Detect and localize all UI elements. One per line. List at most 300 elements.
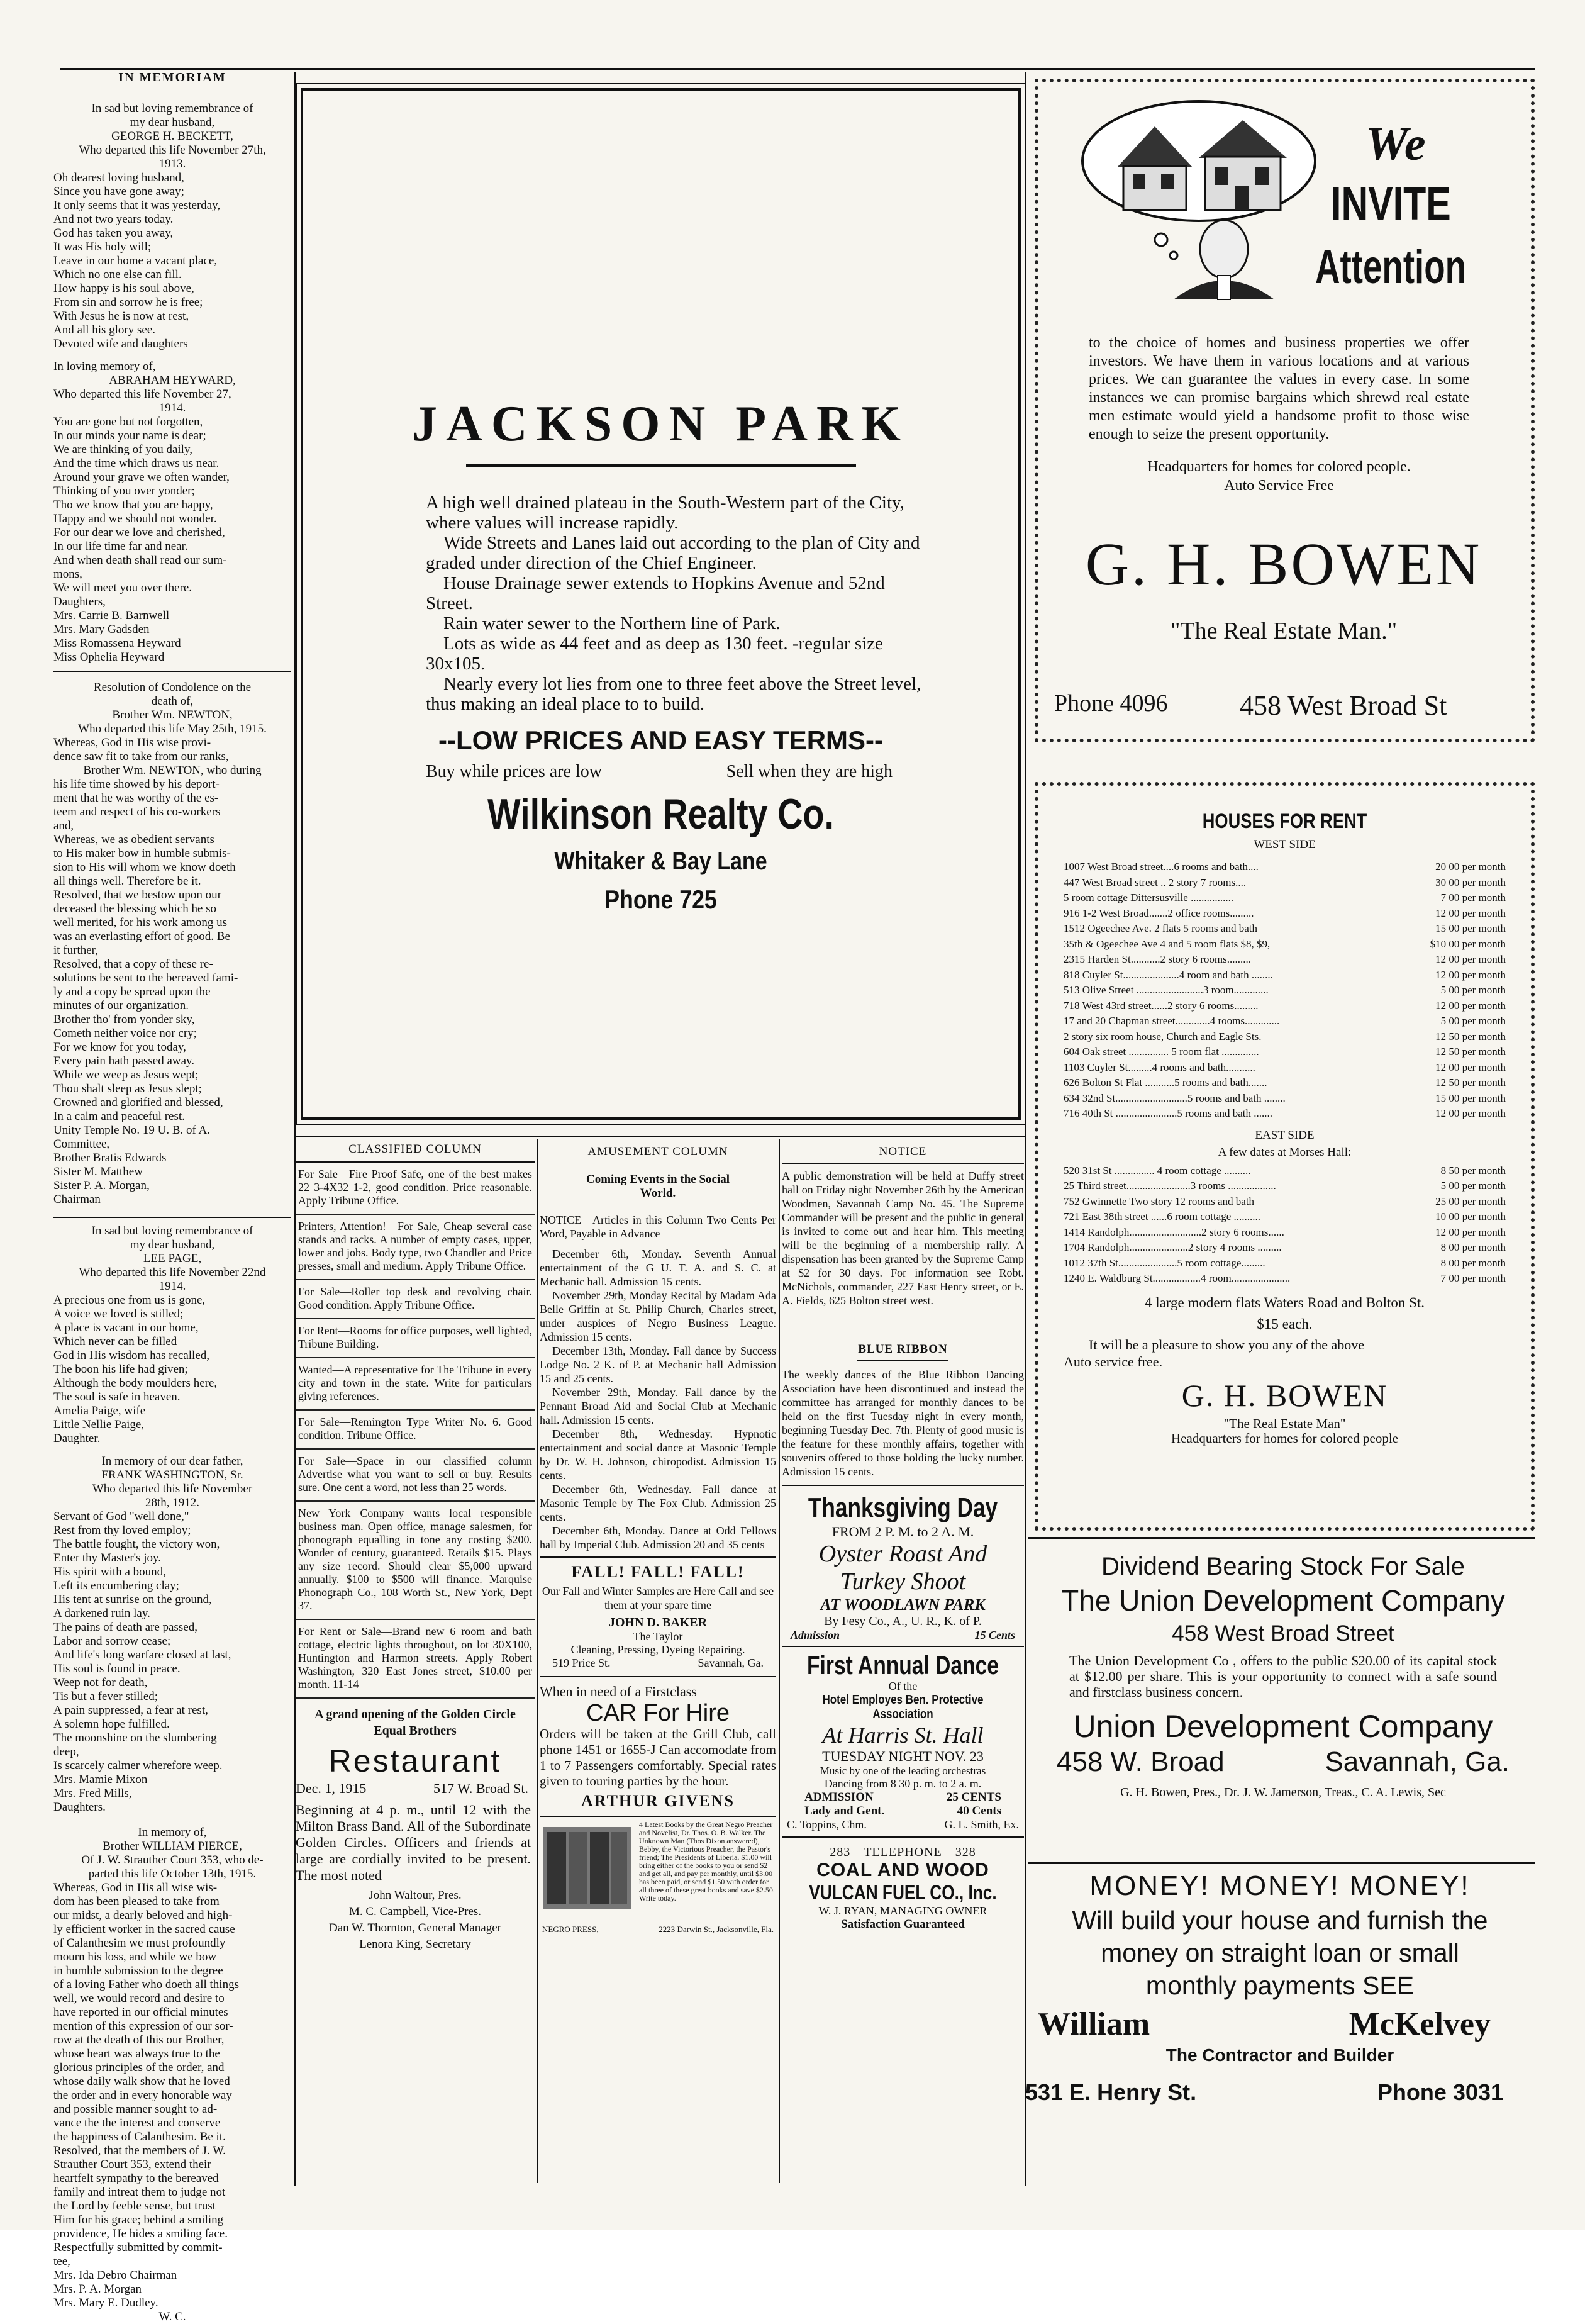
rent-flats: 4 large modern flats Waters Road and Bolton St. xyxy=(1144,1294,1425,1310)
vulcan-satisfaction: Satisfaction Guaranteed xyxy=(841,1918,965,1931)
beckett-line: In sad but loving remembrance of xyxy=(91,102,253,115)
newton-line: dence saw fit to take from our ranks, xyxy=(53,750,229,763)
union-addr: 458 W. Broad xyxy=(1057,1746,1225,1777)
negro-press-footer xyxy=(540,1925,776,1935)
newton-line: to His maker bow in humble submis- xyxy=(53,847,231,860)
notice-title-rule xyxy=(782,1163,1024,1164)
mckelvey-tag: The Contractor and Builder xyxy=(1165,2045,1394,2065)
car-body: Orders will be taken at the Grill Club, call phone 1451 or 1655-J Can accomodate from 1 to 7 Passengers comfortably. Special rates given to touring parties by the hour. xyxy=(540,1726,776,1789)
bowen-auto: Auto Service Free xyxy=(1224,478,1334,494)
washington-line: The pains of death are passed, xyxy=(53,1621,197,1634)
page-line: Who departed this life November 22nd xyxy=(79,1266,266,1279)
rent-listing xyxy=(1064,875,1506,891)
washington-line: A darkened ruin lay. xyxy=(53,1607,150,1620)
rent-listing xyxy=(1064,1163,1506,1179)
heyward-line: We will meet you over there. xyxy=(53,581,192,595)
dance-toppins: C. Toppins, Chm. xyxy=(787,1818,867,1831)
heyward-line: Miss Ophelia Heyward xyxy=(53,651,165,664)
rent-listing xyxy=(1064,1194,1506,1210)
classified-ad xyxy=(296,1319,535,1358)
rent-each: $15 each. xyxy=(1257,1316,1313,1332)
union-development-ad xyxy=(1032,1551,1535,1853)
newton-line: Every pain hath passed away. xyxy=(53,1054,195,1068)
rent-listing xyxy=(1064,937,1506,953)
amusement-column xyxy=(540,1140,776,2178)
newton-line: solutions be sent to the bereaved fami- xyxy=(53,971,238,985)
heyward-line: For our dear we love and cherished, xyxy=(53,526,225,539)
rent-listing-price: 12 50 per month xyxy=(1435,1030,1506,1042)
newton-line: Brother tho' from yonder sky, xyxy=(53,1013,195,1026)
rent-listing-address: 2 story six room house, Church and Eagle Sts. xyxy=(1064,1030,1262,1042)
newton-line: Who departed this life May 25th, 1915. xyxy=(78,722,267,735)
baker-car-divider xyxy=(540,1676,776,1677)
rent-listing-price: 12 50 per month xyxy=(1435,1076,1506,1088)
rent-listing-price: 30 00 per month xyxy=(1435,876,1506,888)
union-l3: 458 West Broad Street xyxy=(1172,1621,1394,1646)
bowen-tag: "The Real Estate Man." xyxy=(1170,618,1398,644)
heyward-line: Around your grave we often wander, xyxy=(53,471,230,484)
jackson-park-paragraph: House Drainage sewer extends to Hopkins Avenue and 52nd Street. xyxy=(426,573,885,613)
dance-admission-row xyxy=(782,1790,1024,1804)
newton-line: his life time showed by his deport- xyxy=(53,778,220,791)
heyward-line: Tho we know that you are happy, xyxy=(53,498,213,511)
pierce-line: In memory of, xyxy=(138,1826,207,1839)
heyward-line: Mrs. Mary Gadsden xyxy=(53,623,150,636)
jackson-park-body xyxy=(426,493,927,714)
blue-tg-divider xyxy=(782,1485,1024,1486)
page-line: The boon his life had given; xyxy=(53,1363,188,1376)
thanksgiving-time: FROM 2 P. M. to 2 A. M. xyxy=(831,1524,974,1539)
east-side-note: A few dates at Morses Hall: xyxy=(1218,1145,1352,1159)
fall-body: Our Fall and Winter Samples are Here Call and see them at your spare time xyxy=(542,1585,774,1611)
pierce-line: Of J. W. Strauther Court 353, who de- xyxy=(81,1853,264,1867)
rent-listing xyxy=(1064,1106,1506,1122)
newton-line: death of, xyxy=(151,695,194,708)
beckett-line: From sin and sorrow he is free; xyxy=(53,296,203,309)
classified-ad xyxy=(296,1215,535,1280)
restaurant-officers xyxy=(296,1887,535,1953)
rent-listing-price: 5 00 per month xyxy=(1440,1180,1506,1192)
pierce-line: dom has been pleased to take from xyxy=(53,1895,220,1908)
rent-listing-price: 12 00 per month xyxy=(1435,1107,1506,1119)
wilkinson-address: Whitaker & Bay Lane xyxy=(554,847,767,875)
newton-line: Sister M. Matthew xyxy=(53,1165,143,1178)
pierce-line: mention of this expression of our sor- xyxy=(53,2020,233,2033)
newton-line: Resolved, that a copy of these re- xyxy=(53,958,213,971)
amusement-sub: Coming Events in the Social World. xyxy=(586,1173,730,1200)
heyward-line: In our minds your name is dear; xyxy=(53,429,206,442)
beckett-memorial xyxy=(53,102,291,351)
restaurant-officer: John Waltour, Pres. xyxy=(369,1889,462,1902)
page-line: Little Nellie Paige, xyxy=(53,1418,145,1431)
classified-ad-text: New York Company wants local responsible business man. Open office, manage salesmen, for phonograph equalling in tone any costing $200. Wonder of century, guaranteed. Retails $15. Plays any size record. Should clear $5,000 upward annually. $100 to $500 will finance. Marquise Phonograph Co., 108 Worth St., New York, Dept 37. xyxy=(298,1507,532,1612)
rent-listing-address: 916 1-2 West Broad.......2 office rooms......... xyxy=(1064,907,1254,919)
page-line: In sad but loving remembrance of xyxy=(91,1224,253,1237)
mckelvey-address-row xyxy=(1025,2079,1503,2106)
oyster-roast: Oyster Roast And xyxy=(818,1541,987,1567)
union-body: The Union Development Co , offers to the public $20.00 of its capital stock at $12.00 per share. This is your opportunity to connect with a safe sound and firstclass business concern. xyxy=(1069,1653,1497,1700)
dance-music: Music by one of the leading orchestras xyxy=(820,1765,986,1777)
rent-listing xyxy=(1064,1075,1506,1091)
restaurant-body: Beginning at 4 p. m., until 12 with the Milton Brass Band. All of the Subordinate Golden Circles. Officers and friends at large are cordially invited to be present. The most noted xyxy=(296,1802,531,1883)
negro-press-ad xyxy=(540,1821,776,1925)
heyward-memorial xyxy=(53,360,291,664)
pierce-memorial xyxy=(53,1826,291,2324)
rent-listing-address: 626 Bolton St Flat ...........5 rooms and bath....... xyxy=(1064,1076,1267,1088)
books-image xyxy=(540,1821,634,1915)
mckelvey-phone: Phone 3031 xyxy=(1377,2079,1503,2105)
classified-column xyxy=(296,1140,535,2178)
beckett-line: With Jesus he is now at rest, xyxy=(53,310,189,323)
we-text: We xyxy=(1365,118,1426,170)
rent-bowen-hq: Headquarters for homes for colored people xyxy=(1171,1430,1398,1446)
page-line: A precious one from us is gone, xyxy=(53,1293,206,1307)
rent-pleasure: It will be a pleasure to show you any of the above xyxy=(1089,1336,1365,1353)
restaurant-officer: Dan W. Thornton, General Manager xyxy=(328,1921,501,1935)
beckett-line: It was His holy will; xyxy=(53,240,152,254)
rent-auto: Auto service free. xyxy=(1064,1353,1162,1370)
mckelvey-first: William xyxy=(1038,2006,1150,2042)
heyward-line: And when death shall read our sum- xyxy=(53,554,227,567)
jackson-park-slogan: --LOW PRICES AND EASY TERMS-- xyxy=(438,725,883,755)
classified-ad-text: For Sale—Roller top desk and revolving chair. Good condition. Apply Tribune Office. xyxy=(298,1285,532,1311)
newton-line: Crowned and glorified and blessed, xyxy=(53,1096,223,1109)
newton-line: teem and respect of his co-workers xyxy=(53,805,221,818)
washington-line: deep, xyxy=(53,1745,79,1758)
money-ad xyxy=(1025,1869,1535,2120)
rent-listing-address: 1007 West Broad street....6 rooms and bath.... xyxy=(1064,861,1259,873)
top-rule xyxy=(60,68,1535,70)
washington-memorial xyxy=(53,1455,291,1814)
beckett-line: It only seems that it was yesterday, xyxy=(53,199,221,212)
jackson-park-paragraph: Wide Streets and Lanes laid out according to the plan of City and graded under direction of the Chief Engineer. xyxy=(426,533,920,573)
classified-ad xyxy=(296,1620,535,1699)
jackson-park-paragraph: Rain water sewer to the Northern line of Park. xyxy=(443,613,781,634)
restaurant-address: 517 W. Broad St. xyxy=(433,1780,528,1796)
invite-text: INVITE xyxy=(1331,177,1451,230)
car-title: CAR For Hire xyxy=(586,1700,730,1726)
rent-bowen-tag: "The Real Estate Man" xyxy=(1223,1416,1346,1431)
amusement-event: December 6th, Monday. Seventh Annual entertainment of the G U. T. A. and S. C. at Mechanic hall. Admission 15 cents. xyxy=(540,1248,776,1288)
rent-listing xyxy=(1064,1091,1506,1107)
newton-line: Thou shalt sleep as Jesus slept; xyxy=(53,1082,202,1095)
washington-line: Who departed this life November xyxy=(92,1482,253,1495)
heyward-line: ABRAHAM HEYWARD, xyxy=(109,374,236,387)
rent-listing-price: 12 50 per month xyxy=(1435,1046,1506,1058)
rent-listing-address: 5 room cottage Dittersusville ................ xyxy=(1064,891,1234,903)
rent-listing-address: 752 Gwinnette Two story 12 rooms and bath xyxy=(1064,1195,1255,1207)
classified-ad xyxy=(296,1358,535,1411)
rent-listing-price: 8 50 per month xyxy=(1440,1164,1506,1176)
memoriam-title: IN MEMORIAM xyxy=(118,70,226,84)
jackson-park-title: JACKSON PARK xyxy=(412,396,909,452)
rent-listing-price: 7 00 per month xyxy=(1440,891,1506,903)
negro-press-addr: 2223 Darwin St., Jacksonville, Fla. xyxy=(659,1925,774,1934)
dance-hotel: Hotel Employes Ben. Protective Association xyxy=(822,1693,984,1721)
beckett-line: Leave in our home a vacant place, xyxy=(53,254,218,267)
rent-listing-price: 20 00 per month xyxy=(1435,861,1506,873)
rent-listing-price: 10 00 per month xyxy=(1435,1210,1506,1222)
bowen-body: to the choice of homes and business properties we offer investors. We have them in various locations and at various prices. We can guarantee the values in every case. In some instances we can promise bargains which shrewd real estate men estimate would yield a handsome profit to those wise enough to seize the present opportunity. xyxy=(1089,335,1469,442)
vulcan-ryan: W. J. RYAN, MANAGING OWNER xyxy=(818,1904,987,1917)
classified-ad xyxy=(296,1450,535,1502)
rent-listing xyxy=(1064,1178,1506,1194)
blue-ribbon-rule xyxy=(857,1360,948,1361)
rent-listing xyxy=(1064,1225,1506,1241)
money-l2: money on straight loan or small xyxy=(1101,1938,1459,1967)
washington-line: Tis but a fever stilled; xyxy=(53,1690,158,1703)
classified-items xyxy=(296,1163,535,1699)
beckett-line: Which no one else can fill. xyxy=(53,268,182,281)
pierce-line: heartfelt sympathy to the bereaved xyxy=(53,2172,219,2185)
newton-line: In a calm and peaceful rest. xyxy=(53,1110,185,1123)
pierce-line: ly efficient worker in the sacred cause xyxy=(53,1923,235,1936)
rent-listing-address: 718 West 43rd street......2 story 6 rooms......... xyxy=(1064,999,1259,1012)
rent-listing-address: 634 32nd St...........................5 rooms and bath ........ xyxy=(1064,1092,1286,1104)
rent-listing xyxy=(1064,859,1506,875)
newton-line: Whereas, God in His wise provi- xyxy=(53,736,211,749)
rent-listing xyxy=(1064,1240,1506,1256)
newton-line: Unity Temple No. 19 U. B. of A. xyxy=(53,1124,211,1137)
amusement-event: November 29th, Monday. Fall dance by the Pennant Broad Aid and Social Club at Mechanic hall. Admission 15 cents. xyxy=(540,1386,776,1426)
rent-bowen-name: G. H. BOWEN xyxy=(1181,1377,1388,1413)
washington-line: Enter thy Master's joy. xyxy=(53,1551,162,1565)
thanksgiving-title: Thanksgiving Day xyxy=(808,1492,998,1523)
amusement-notice: NOTICE—Articles in this Column Two Cents Per Word, Payable in Advance xyxy=(540,1214,776,1240)
page-line: A voice we loved is stilled; xyxy=(53,1307,184,1321)
in-memoriam-column xyxy=(53,70,291,2323)
classified-ad-text: For Rent—Rooms for office purposes, well lighted, Tribune Building. xyxy=(298,1324,532,1350)
newton-line: Resolved, that we bestow upon our xyxy=(53,888,222,902)
amusement-title: AMUSEMENT COLUMN xyxy=(587,1145,728,1158)
heyward-line: Miss Romassena Heyward xyxy=(53,637,181,650)
pierce-line: W. C. xyxy=(158,2310,186,2323)
woodlawn-park: AT WOODLAWN PARK xyxy=(820,1595,986,1614)
washington-line: The moonshine on the slumbering xyxy=(53,1731,217,1745)
rent-listing-price: 8 00 per month xyxy=(1440,1256,1506,1269)
rent-listing-price: 12 00 per month xyxy=(1435,907,1506,919)
amusement-event: December 8th, Wednesday. Hypnotic entertainment and social dance at Masonic Temple by Dr. W. H. Johnson, chiropodist. Admission 15 cents. xyxy=(540,1427,776,1482)
classified-ad xyxy=(296,1502,535,1620)
dance-chairs-row xyxy=(782,1818,1024,1831)
pierce-line: and possible manner sought to ad- xyxy=(53,2103,218,2116)
mckelvey-last: McKelvey xyxy=(1349,2006,1491,2042)
newton-line: was an everlasting effort of good. Be xyxy=(53,930,230,943)
dance-lady-row xyxy=(782,1804,1024,1818)
newton-line: Resolution of Condolence on the xyxy=(93,681,252,694)
page-line: Daughter. xyxy=(53,1432,101,1445)
heyward-line: 1914. xyxy=(158,401,186,415)
dance-40: 40 Cents xyxy=(957,1804,1001,1818)
union-name2: Union Development Company xyxy=(1073,1709,1493,1744)
bowen-hq: Headquarters for homes for colored people. xyxy=(1147,459,1411,475)
memoriam-divider-1 xyxy=(53,671,291,672)
dance-admission-label: ADMISSION xyxy=(804,1790,874,1804)
newton-line: Chairman xyxy=(53,1193,101,1206)
pierce-line: Mrs. Mary E. Dudley. xyxy=(53,2296,158,2310)
page-line: The soul is safe in heaven. xyxy=(53,1390,181,1404)
dance-dancing: Dancing from 8 30 p. m. to 2 a. m. xyxy=(824,1777,982,1790)
washington-line: Servant of God "well done," xyxy=(53,1510,189,1523)
classified-ad-text: For Sale—Remington Type Writer No. 6. Good condition. Tribune Office. xyxy=(298,1416,532,1441)
page-line: 1914. xyxy=(158,1280,186,1293)
newton-line: Brother Wm. NEWTON, xyxy=(112,708,233,722)
car-pre: When in need of a Firstclass xyxy=(540,1684,697,1699)
baker-address-row xyxy=(540,1656,776,1670)
jackson-park-paragraph: A high well drained plateau in the South-Western part of the City, where values will increase rapidly. xyxy=(426,493,904,533)
pierce-line: whose heart was always true to the xyxy=(53,2047,220,2060)
sell-text: Sell when they are high xyxy=(726,762,893,781)
pierce-line: in humble submission to the degree xyxy=(53,1964,223,1977)
restaurant-officer: Lenora King, Secretary xyxy=(359,1938,471,1951)
rent-listing xyxy=(1064,921,1506,937)
attention-text: Attention xyxy=(1315,240,1467,294)
dance-title: First Annual Dance xyxy=(807,1650,999,1680)
washington-line: Mrs. Mamie Mixon xyxy=(53,1773,148,1786)
pierce-line: whose daily walk show that he loved xyxy=(53,2075,230,2088)
classified-amusement-rule xyxy=(537,1139,538,2183)
union-officers: G. H. Bowen, Pres., Dr. J. W. Jamerson, Treas., C. A. Lewis, Sec xyxy=(1120,1785,1446,1799)
dance-of-the: Of the xyxy=(888,1680,918,1692)
jackson-park-ad xyxy=(301,88,1021,1120)
wilkinson-phone: Phone 725 xyxy=(604,885,717,914)
newton-line: ly and a copy be spread upon the xyxy=(53,985,211,998)
rent-listing xyxy=(1064,906,1506,922)
newton-line: minutes of our organization. xyxy=(53,999,189,1012)
rent-listing-price: 5 00 per month xyxy=(1440,984,1506,996)
rent-listing-price: 12 00 per month xyxy=(1435,999,1506,1012)
heyward-line: Daughters, xyxy=(53,595,106,608)
pierce-line: Whereas, God in His all wise wis- xyxy=(53,1881,218,1894)
heyward-line: mons, xyxy=(53,567,82,581)
heyward-line: Happy and we should not wonder. xyxy=(53,512,217,525)
coal-telephone: 283—TELEPHONE—328 xyxy=(830,1845,976,1859)
washington-line: Left its encumbering clay; xyxy=(53,1579,179,1592)
houses-bubble-image xyxy=(1079,98,1337,299)
heyward-line: In loving memory of, xyxy=(53,360,156,373)
pierce-line: well, we would record and desire to xyxy=(53,1992,225,2005)
pierce-line: providence, He hides a smiling face. xyxy=(53,2227,228,2240)
heyward-line: Who departed this life November 27, xyxy=(53,388,231,401)
pierce-line: our midst, a dearly beloved and high- xyxy=(53,1909,233,1922)
page-line: LEE PAGE, xyxy=(143,1252,202,1265)
washington-line: Labor and sorrow cease; xyxy=(53,1634,171,1648)
dance-harris: At Harris St. Hall xyxy=(822,1723,984,1748)
rent-listing-address: 716 40th St .......................5 rooms and bath ....... xyxy=(1064,1107,1272,1119)
washington-line: A solemn hope fulfilled. xyxy=(53,1718,170,1731)
rent-listing-address: 818 Cuyler St.....................4 room and bath ........ xyxy=(1064,968,1273,981)
beckett-line: my dear husband, xyxy=(130,116,215,129)
mckelvey-name-row xyxy=(1038,2006,1491,2043)
amusement-items xyxy=(540,1247,776,1551)
pierce-line: family and intreat them to judge not xyxy=(53,2186,226,2199)
newton-line: sion to His will whom we know doeth xyxy=(53,861,236,874)
newton-line: well merited, for his work among us xyxy=(53,916,227,929)
rent-listing-address: 1103 Cuyler St.........4 rooms and bath........... xyxy=(1064,1061,1255,1073)
washington-line: FRANK WASHINGTON, Sr. xyxy=(101,1468,243,1482)
newton-resolution xyxy=(53,681,291,1207)
dance-coal-divider xyxy=(782,1836,1024,1838)
rent-listing-address: 1704 Randolph......................2 story 4 rooms ......... xyxy=(1064,1241,1282,1253)
dance-admission-25: 25 CENTS xyxy=(946,1790,1001,1804)
washington-line: His soul is found in peace. xyxy=(53,1662,181,1675)
money-l1: Will build your house and furnish the xyxy=(1072,1906,1488,1935)
mckelvey-addr: 531 E. Henry St. xyxy=(1025,2079,1197,2105)
union-l1: Dividend Bearing Stock For Sale xyxy=(1101,1553,1465,1580)
union-city: Savannah, Ga. xyxy=(1325,1746,1510,1777)
classified-ad xyxy=(296,1280,535,1319)
book-text: 4 Latest Books by the Great Negro Preacher and Novelist, Dr. Thos. O. B. Walker. The Unknown Man (Thos Dixon answered), Bebby, the Victorious Preacher, the Pastor's friend; The Presidents of Liberia. $1.00 will bring either of the books to you or send $2 and get all, and pay per monthly, until $3.00 has been paid, or send $1.50 with order for all three of these great books and save $2.50. Write today. xyxy=(639,1820,775,1902)
washington-line: 28th, 1912. xyxy=(145,1496,200,1509)
classified-ad xyxy=(296,1163,535,1215)
notice-title: NOTICE xyxy=(879,1145,927,1158)
washington-line: And life's long warfare closed at last, xyxy=(53,1648,231,1662)
restaurant-date-row xyxy=(296,1780,528,1797)
pierce-line: Resolved, that the members of J. W. xyxy=(53,2144,226,2157)
rent-listing-price: 12 00 per month xyxy=(1435,1061,1506,1073)
pierce-line: Strauther Court 353, extend their xyxy=(53,2158,211,2171)
pierce-line: Him for his grace; behind a smiling xyxy=(53,2213,224,2226)
blue-ribbon-title: BLUE RIBBON xyxy=(858,1343,948,1356)
beckett-line: Who departed this life November 27th, xyxy=(79,143,266,157)
west-side-list xyxy=(1064,859,1506,1122)
wilkinson-name: Wilkinson Realty Co. xyxy=(487,790,834,838)
classified-ad-text: Wanted—A representative for The Tribune in every city and town in the state. Write for particulars giving references. xyxy=(298,1363,532,1402)
page-line: God in His wisdom has recalled, xyxy=(53,1349,210,1362)
beckett-line: Since you have gone away; xyxy=(53,185,184,198)
page-line: Which never can be filled xyxy=(53,1335,177,1348)
rent-listing-price: 7 00 per month xyxy=(1440,1272,1506,1284)
pierce-line: the happiness of Calanthesim. Be it. xyxy=(53,2130,226,2143)
blue-ribbon-body: The weekly dances of the Blue Ribbon Dancing Association have been discontinued and instead the committee has arranged for monthly dances to be held on the first Tuesday night in every month, beginning Tuesday Dec. 7th. Plenty of good music is the feature for these monthly affairs, together with souvenirs offered to those holding the lucky number. Admission 15 cents. xyxy=(782,1368,1024,1478)
newton-line: ment that he was worthy of the es- xyxy=(53,791,219,805)
houses-for-rent-ad xyxy=(1035,782,1535,1531)
page-line: my dear husband, xyxy=(130,1238,215,1251)
jackson-park-buy-sell xyxy=(426,762,893,782)
money-l3: monthly payments SEE xyxy=(1145,1971,1415,2000)
washington-line: His spirit with a bound, xyxy=(53,1565,166,1578)
classified-ad-text: For Sale—Space in our classified column Advertise what you want to sell or buy. Results sure. One cent a word, not less than 25 words. xyxy=(298,1455,532,1494)
classified-ad xyxy=(296,1411,535,1450)
woodlawn-admission-price: 15 Cents xyxy=(974,1629,1015,1641)
rent-listing-address: 1240 E. Waldburg St..................4 room...................... xyxy=(1064,1272,1291,1284)
newton-line: deceased the blessing which he so xyxy=(53,902,217,915)
pierce-line: vance the the interest and conserve xyxy=(53,2116,221,2130)
car-givens: ARTHUR GIVENS xyxy=(581,1792,735,1810)
heyward-line: And the time which draws us near. xyxy=(53,457,220,470)
pierce-line: row at the death of this our Brother, xyxy=(53,2033,225,2047)
notice-column xyxy=(782,1140,1024,2178)
baker-tailor: The Taylor xyxy=(633,1630,683,1643)
newton-line: all things well. Therefore be it. xyxy=(53,874,201,888)
money-head: MONEY! MONEY! MONEY! xyxy=(1089,1870,1471,1901)
restaurant-date: Dec. 1, 1915 xyxy=(296,1780,367,1796)
notice-body: A public demonstration will be held at Duffy street hall on Friday night November 26th by the American Woodmen, Savannah Camp No. 45. The Supreme Commander will be present and the public in general is invited to come out and hear him. This meeting will be the beginning of a membership rally. A dispensation has been granted by the Supreme Camp at $2 for 30 days. For information see Robt. McNichols, commander, 227 East Henry street, or E. A. Fields, 625 Bolton street west. xyxy=(782,1170,1024,1307)
washington-line: A pain suppressed, a fear at rest, xyxy=(53,1704,208,1717)
rent-listing-address: 1512 Ogeechee Ave. 2 flats 5 rooms and bath xyxy=(1064,922,1257,934)
golden-circle-head: A grand opening of the Golden Circle Equal Brothers xyxy=(314,1707,516,1738)
baker-addr: 519 Price St. xyxy=(552,1656,611,1669)
page-line: A place is vacant in our home, xyxy=(53,1321,199,1334)
pierce-line: Mrs. P. A. Morgan xyxy=(53,2282,142,2296)
pierce-line: tee, xyxy=(53,2255,70,2268)
pierce-line: mourn his loss, and while we bow xyxy=(53,1950,217,1964)
newton-line: Brother Bratis Edwards xyxy=(53,1151,167,1165)
woodlawn-admission-row xyxy=(782,1629,1024,1642)
rent-title: HOUSES FOR RENT xyxy=(1202,810,1367,832)
washington-line: Daughters. xyxy=(53,1801,106,1814)
classified-ad-text: For Sale—Fire Proof Safe, one of the best makes 22 3-4X32 1-2, good condition. Price reasonable. Apply Tribune Office. xyxy=(298,1168,532,1207)
